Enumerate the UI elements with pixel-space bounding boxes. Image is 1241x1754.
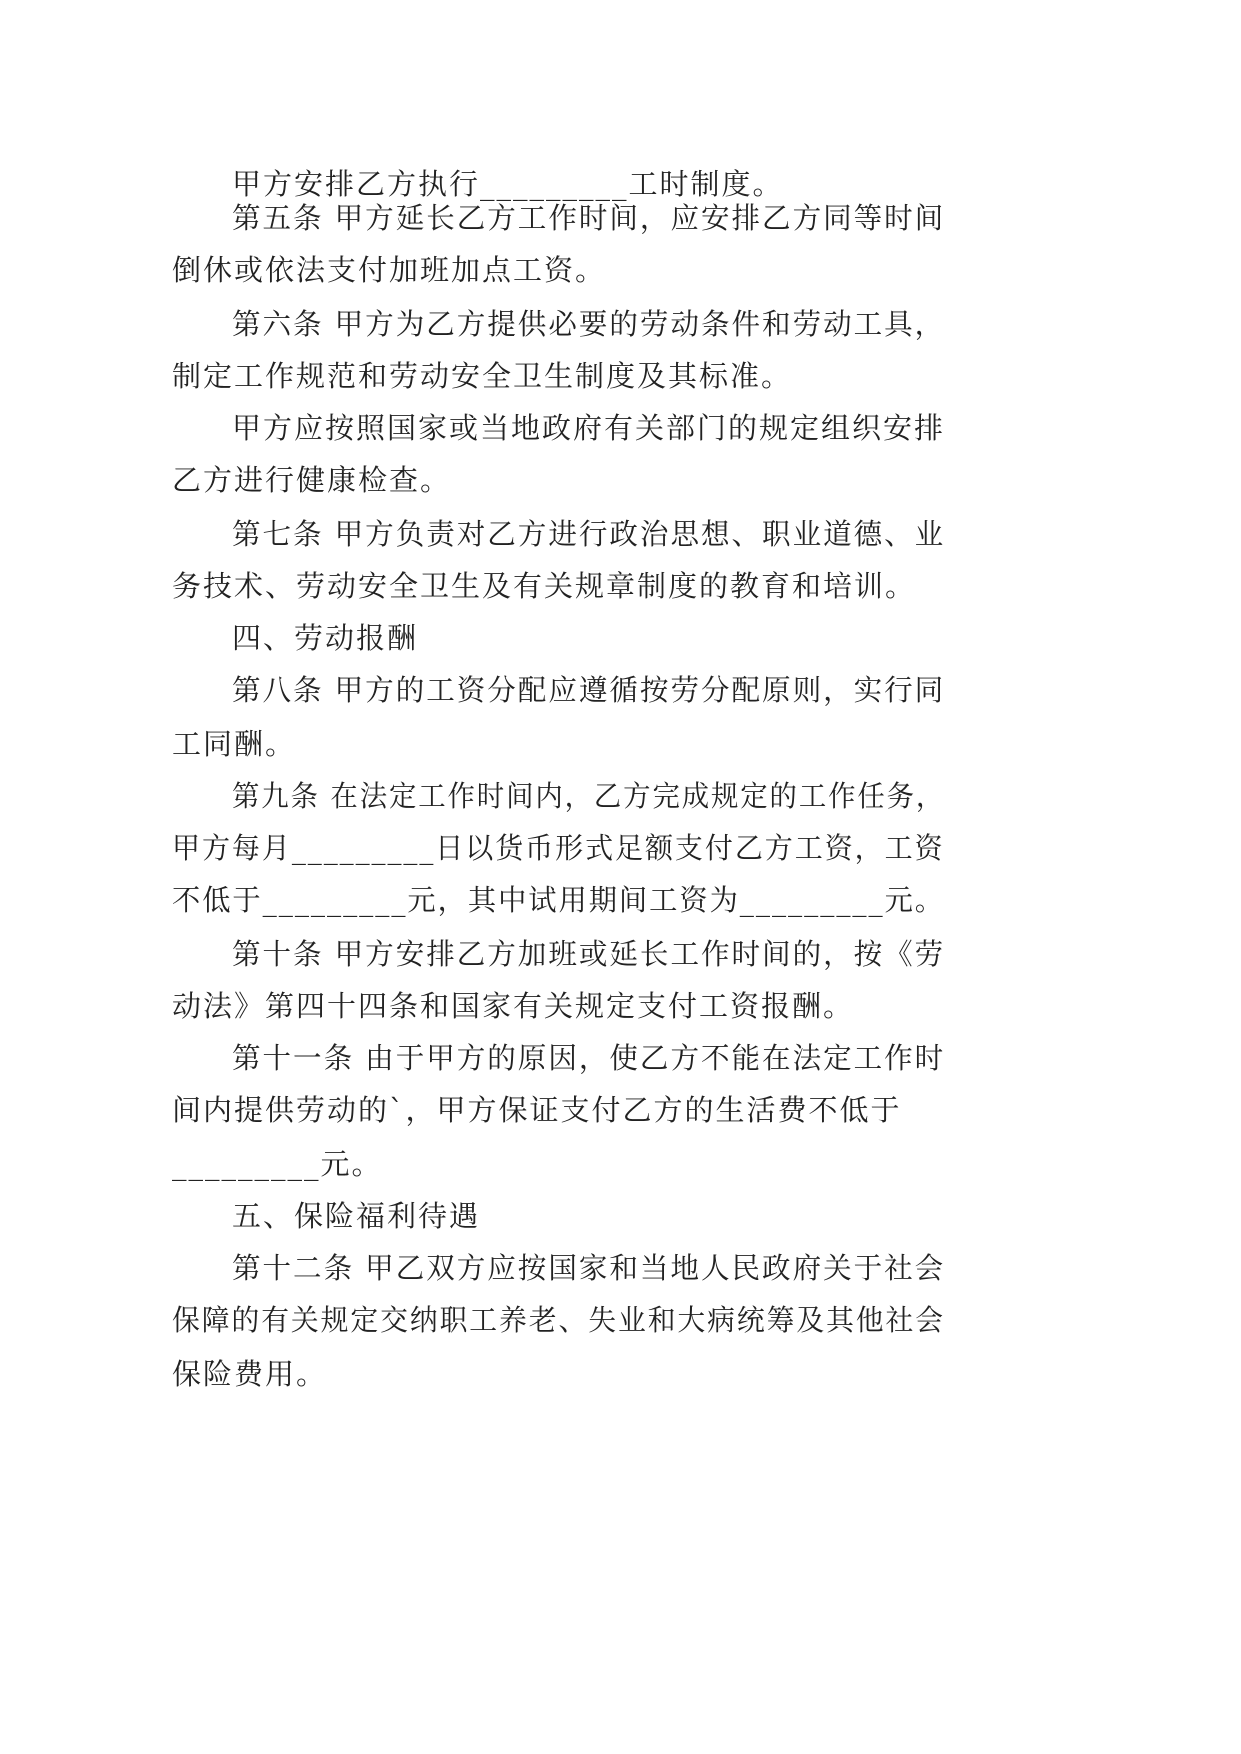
- text-line: 第六条 甲方为乙方提供必要的劳动条件和劳动工具，: [232, 307, 946, 341]
- text-line: 甲方安排乙方执行_________工时制度。: [232, 167, 784, 201]
- text-line: 第八条 甲方的工资分配应遵循按劳分配原则，实行同: [232, 673, 946, 707]
- text-line: 第九条 在法定工作时间内，乙方完成规定的工作任务，: [232, 779, 946, 813]
- text-line: 第十条 甲方安排乙方加班或延长工作时间的，按《劳: [232, 937, 946, 971]
- text-line: 动法》第四十四条和国家有关规定支付工资报酬。: [172, 989, 855, 1023]
- text-line: 务技术、劳动安全卫生及有关规章制度的教育和培训。: [172, 569, 917, 603]
- text-line: 制定工作规范和劳动安全卫生制度及其标准。: [172, 359, 793, 393]
- text-line: 第十二条 甲乙双方应按国家和当地人民政府关于社会: [232, 1251, 946, 1285]
- text-line: _________元。: [172, 1147, 383, 1181]
- text-line: 第七条 甲方负责对乙方进行政治思想、职业道德、业: [232, 517, 946, 551]
- section-heading: 四、劳动报酬: [232, 621, 419, 655]
- text-line: 工同酬。: [172, 727, 297, 761]
- section-heading: 五、保险福利待遇: [232, 1199, 481, 1233]
- text-line: 倒休或依法支付加班加点工资。: [172, 253, 607, 287]
- text-line: 第五条 甲方延长乙方工作时间，应安排乙方同等时间: [232, 201, 946, 235]
- text-line: 保障的有关规定交纳职工养老、失业和大病统筹及其他社会: [172, 1303, 946, 1337]
- text-line: 不低于_________元，其中试用期间工资为_________元。: [172, 883, 946, 917]
- text-line: 间内提供劳动的`，甲方保证支付乙方的生活费不低于: [172, 1093, 902, 1127]
- text-line: 甲方每月_________日以货币形式足额支付乙方工资，工资: [172, 831, 945, 865]
- text-line: 甲方应按照国家或当地政府有关部门的规定组织安排: [232, 411, 946, 445]
- text-line: 保险费用。: [172, 1357, 328, 1391]
- text-line: 第十一条 由于甲方的原因，使乙方不能在法定工作时: [232, 1041, 946, 1075]
- text-line: 乙方进行健康检查。: [172, 463, 452, 497]
